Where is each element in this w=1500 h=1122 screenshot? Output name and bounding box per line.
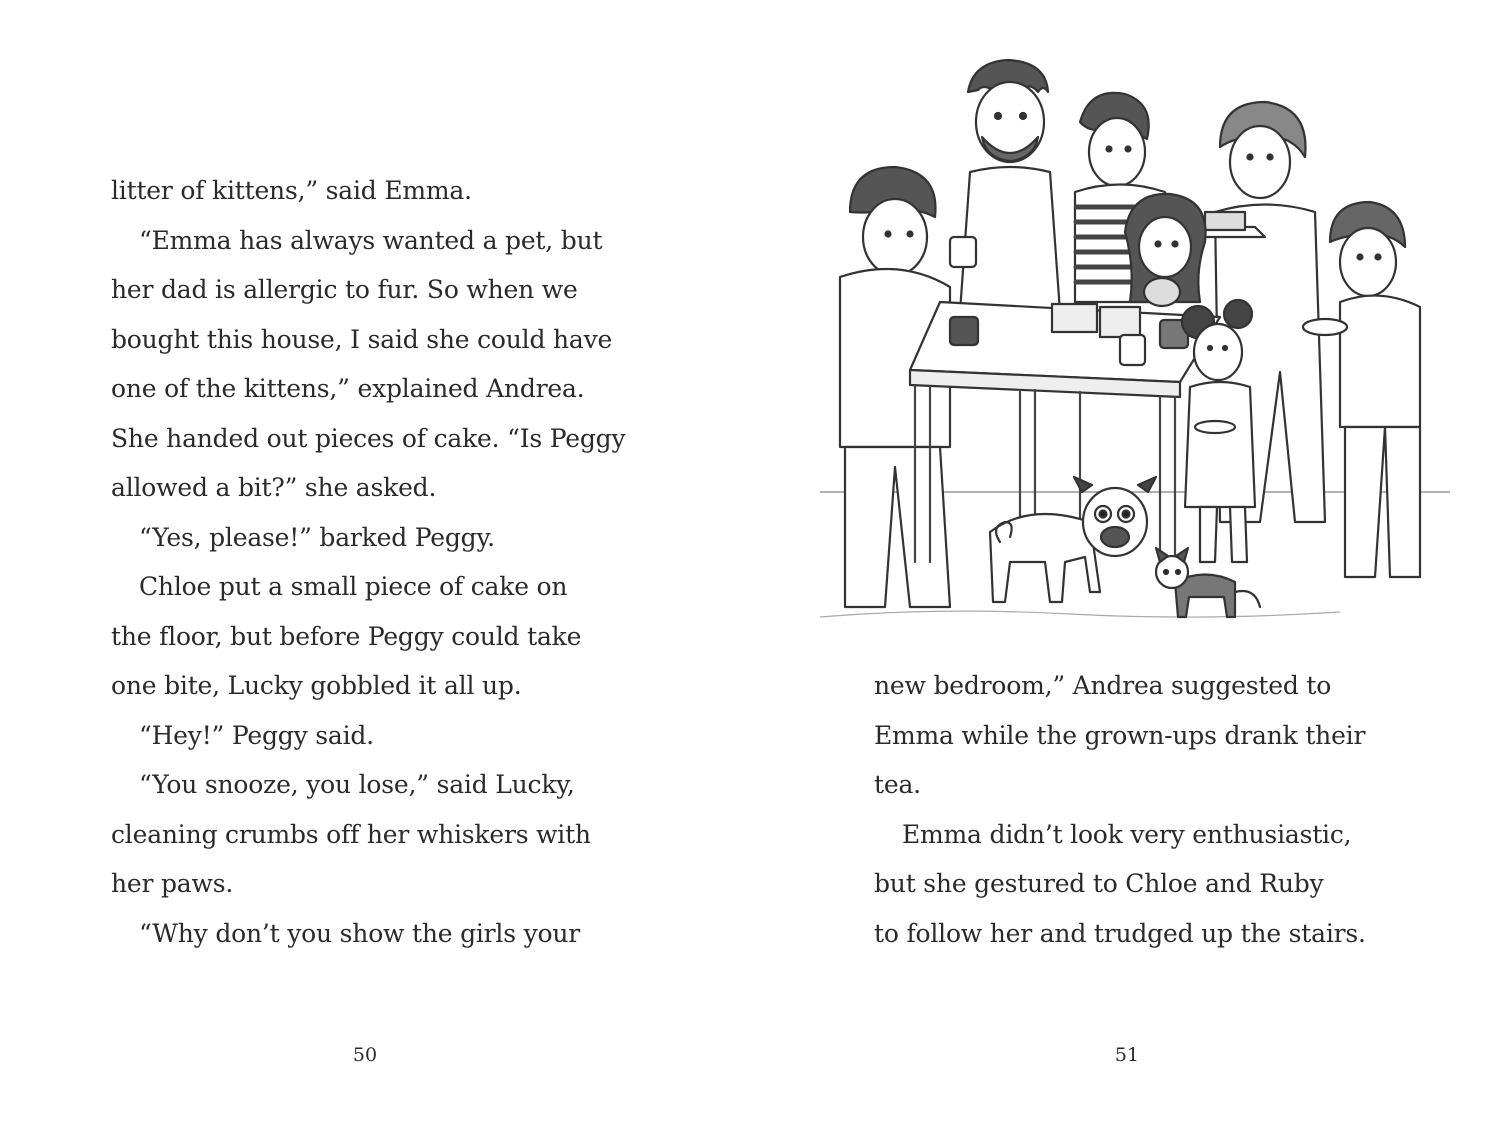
text-line: tea.: [874, 770, 921, 799]
dad-figure: [960, 60, 1060, 312]
text-line: allowed a bit?” she asked.: [111, 473, 437, 502]
text-line: cleaning crumbs off her whiskers with: [111, 819, 591, 849]
text-line: the floor, but before Peggy could take: [111, 621, 582, 651]
text-line: her paws.: [111, 869, 234, 898]
text-line: one of the kittens,” explained Andrea.: [111, 374, 585, 403]
text-line: one bite, Lucky gobbled it all up.: [111, 671, 522, 700]
text-line: “Emma has always wanted a pet, but: [139, 225, 603, 255]
text-line: litter of kittens,” said Emma.: [111, 176, 472, 205]
text-line: Emma didn’t look very enthusiastic,: [902, 819, 1352, 849]
text-line: She handed out pieces of cake. “Is Peggy: [111, 423, 626, 453]
page-number: 51: [1114, 1044, 1140, 1066]
right-page-text: [874, 661, 1434, 958]
text-line: “Hey!” Peggy said.: [139, 720, 374, 750]
text-line: her dad is allergic to fur. So when we: [111, 275, 578, 304]
text-line: but she gestured to Chloe and Ruby: [874, 869, 1324, 898]
text-line: new bedroom,” Andrea suggested to: [874, 671, 1332, 700]
text-line: “Yes, please!” barked Peggy.: [139, 522, 495, 552]
left-page-text: [111, 166, 671, 958]
girl-center-figure: [1125, 194, 1206, 306]
text-line: “Why don’t you show the girls your: [139, 918, 581, 948]
page-number: 50: [352, 1044, 378, 1066]
text-line: Emma while the grown-ups drank their: [874, 720, 1366, 750]
text-line: bought this house, I said she could have: [111, 324, 613, 354]
text-line: “You snooze, you lose,” said Lucky,: [139, 770, 575, 799]
family-tea-party-illustration: [820, 52, 1450, 632]
right-page: [750, 0, 1500, 1122]
text-line: to follow her and trudged up the stairs.: [874, 918, 1366, 948]
text-line: Chloe put a small piece of cake on: [139, 572, 568, 601]
pug-peggy-figure: [990, 477, 1156, 602]
